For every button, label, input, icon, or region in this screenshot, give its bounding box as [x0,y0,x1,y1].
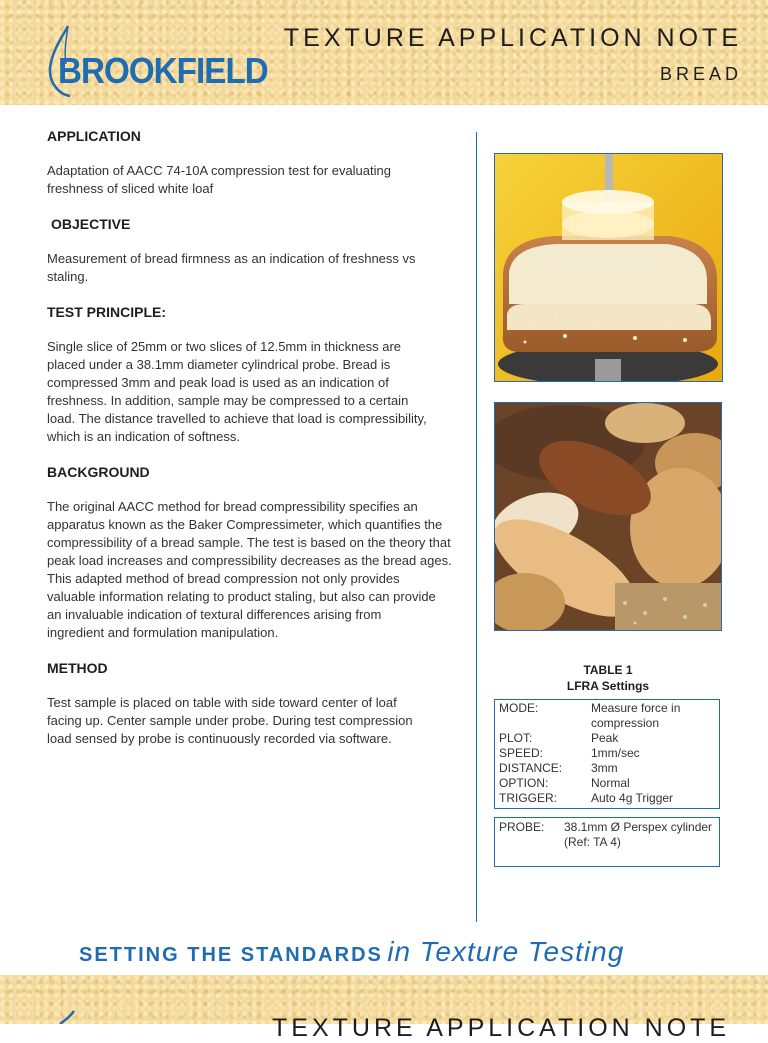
setting-key: OPTION: [499,776,549,790]
setting-value: Auto 4g Trigger [591,791,674,805]
column-divider [476,132,477,922]
setting-key: TRIGGER: [499,791,558,805]
background-text-1: The original AACC method for bread compressibility specifies an apparatus known as the Baker Compressimeter, which quantifies the compressibility of a bread sample. The test is based on the theory that peak load increases and compressibility decreases as the bread ages. [47,499,452,568]
assorted-breads-photo [494,402,722,631]
objective-heading: OBJECTIVE [51,216,131,232]
slogan [79,936,624,968]
slogan-italic: in Texture Testing [387,936,625,967]
setting-value: Peak [591,731,619,745]
setting-value: Normal [591,776,630,790]
probe-key: PROBE: [499,820,545,834]
setting-key: DISTANCE: [499,761,563,775]
background-heading: BACKGROUND [47,464,150,480]
setting-value: 3mm [591,761,618,775]
table-row [499,776,715,791]
setting-key: SPEED: [499,746,544,760]
test-principle-text: Single slice of 25mm or two slices of 12.5mm in thickness are placed under a 38.1mm diameter cylindrical probe. Bread is compressed 3mm and peak load is used as an indication of freshness. In addition, sample may be compressed to a certain load. The distance travelled to achieve that load is compressibility, which is an indication of softness. [47,339,427,444]
table-title: LFRA Settings [566,679,650,693]
application-text: Adaptation of AACC 74-10A compression test for evaluating freshness of sliced white loaf [47,163,391,196]
slogan-strong: SETTING THE STANDARDS [79,944,383,966]
lfra-settings-table [494,699,720,809]
method-heading: METHOD [47,660,108,676]
brand-name: BROOKFIELD [58,50,268,91]
table-number: TABLE 1 [583,663,633,677]
page-subtitle: BREAD [659,64,742,84]
brookfield-logo [44,20,268,100]
table-row [499,731,715,746]
objective-text: Measurement of bread firmness as an indication of freshness vs staling. [47,251,416,284]
probe-value: 38.1mm Ø Perspex cylinder (Ref: TA 4) [564,820,713,849]
table-row [499,761,715,776]
application-heading: APPLICATION [47,128,141,144]
next-page-title: TEXTURE APPLICATION NOTE [272,1014,731,1042]
bread-compression-photo [494,153,723,382]
table-row [499,791,715,806]
drop-logo-icon [52,975,92,1024]
table-caption [494,662,722,694]
setting-value: 1mm/sec [591,746,640,760]
method-text: Test sample is placed on table with side toward center of loaf facing up. Center sample under probe. During test compression load sensed by probe is continuously recorded via software. [47,695,413,746]
probe-info-box [494,817,720,867]
table-row [499,701,715,731]
background-text-2: This adapted method of bread compression not only provides valuable information relating to product staling, but also can provide an invaluable indication of textural differences arising from ingredient and formulation manipulation. [47,571,436,640]
main-text-column [47,128,467,748]
table-row [499,746,715,761]
setting-key: PLOT: [499,731,533,745]
probe-row [499,820,715,850]
page-title: TEXTURE APPLICATION NOTE [283,24,742,52]
setting-value: Measure force in compression [591,701,681,730]
setting-key: MODE: [499,701,539,715]
test-principle-heading: TEST PRINCIPLE: [47,304,167,320]
